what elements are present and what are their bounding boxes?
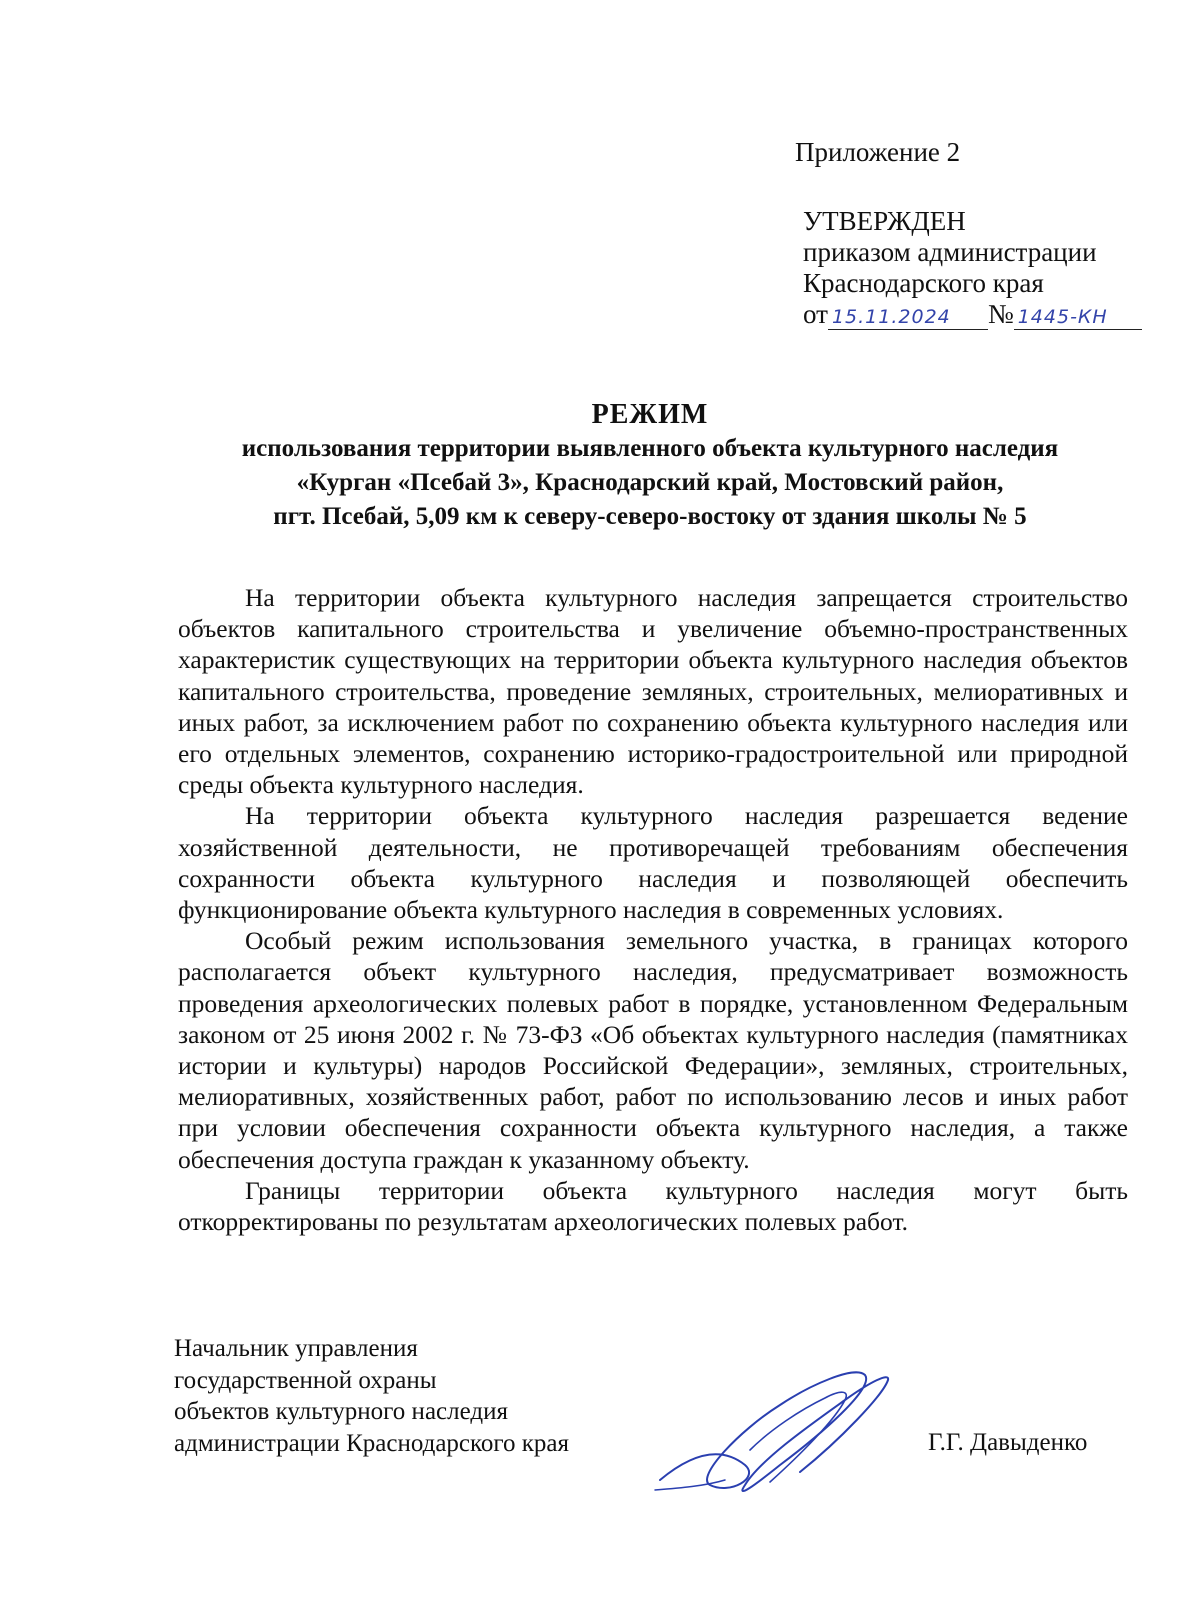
position-line-3: объектов культурного наследия: [174, 1398, 508, 1425]
signer-name: Г.Г. Давыденко: [928, 1429, 1088, 1456]
position-line-2: государственной охраны: [174, 1366, 437, 1394]
appendix-label: Приложение 2: [795, 137, 961, 167]
number-prefix: №: [987, 299, 1014, 329]
paragraph: Границы территории объекта культурного наследия могут быть откорректированы по результатам археологических полевых работ.: [178, 1175, 1128, 1237]
position-line-4: администрации Краснодарского края: [174, 1429, 570, 1457]
document-body: [178, 582, 1128, 1237]
heading-line-3: пгт. Псебай, 5,09 км к северу-северо-востоку от здания школы № 5: [273, 503, 1027, 530]
heading-line-1: использования территории выявленного объекта культурного наследия: [241, 435, 1059, 462]
date-prefix: от: [803, 299, 828, 329]
paragraph: Особый режим использования земельного участка, в границах которого располагается объект культурного наследия, предусматривает возможность проведения археологических полевых работ в порядке, установленном Федеральным законом от 25 июня 2002 г. № 73-ФЗ «Об объектах культурного наследия (памятниках истории и культуры) народов Российской Федерации», земляных, строительных, мелиоративных, хозяйственных работ, работ по использованию лесов и иных работ при условии обеспечения сохранности объекта культурного наследия, а также обеспечения доступа граждан к указанному объекту.: [178, 926, 1128, 1174]
handwritten-number: 1445-КН: [1014, 305, 1142, 330]
handwritten-signature: [650, 1360, 900, 1510]
order-line-1: приказом администрации: [803, 237, 1097, 267]
position-line-1: Начальник управления: [174, 1335, 418, 1362]
paragraph: На территории объекта культурного наследия разрешается ведение хозяйственной деятельности, не противоречащей требованиям обеспечения сохранности объекта культурного наследия и позволяющей обеспечить функционирование объекта культурного наследия в современных условиях.: [178, 801, 1128, 925]
order-line-2: Краснодарского края: [803, 268, 1044, 298]
order-date-number-line: [803, 299, 1142, 330]
approved-label: УТВЕРЖДЕН: [803, 206, 966, 236]
document-title: РЕЖИМ: [591, 399, 709, 430]
handwritten-date: 15.11.2024: [828, 305, 988, 330]
signer-position: [174, 1333, 569, 1459]
document-heading: [150, 398, 1150, 534]
paragraph: На территории объекта культурного наследия запрещается строительство объектов капитального строительства и увеличение объемно-пространственных характеристик существующих на территории объекта культурного наследия объектов капитального строительства, проведение земляных, строительных, мелиоративных и иных работ, за исключением работ по сохранению объекта культурного наследия или его отдельных элементов, сохранению историко-градостроительной или природной среды объекта культурного наследия.: [178, 583, 1128, 800]
heading-line-2: «Курган «Псебай 3», Краснодарский край, Мостовский район,: [296, 469, 1004, 496]
approval-stamp-block: [803, 206, 1142, 330]
